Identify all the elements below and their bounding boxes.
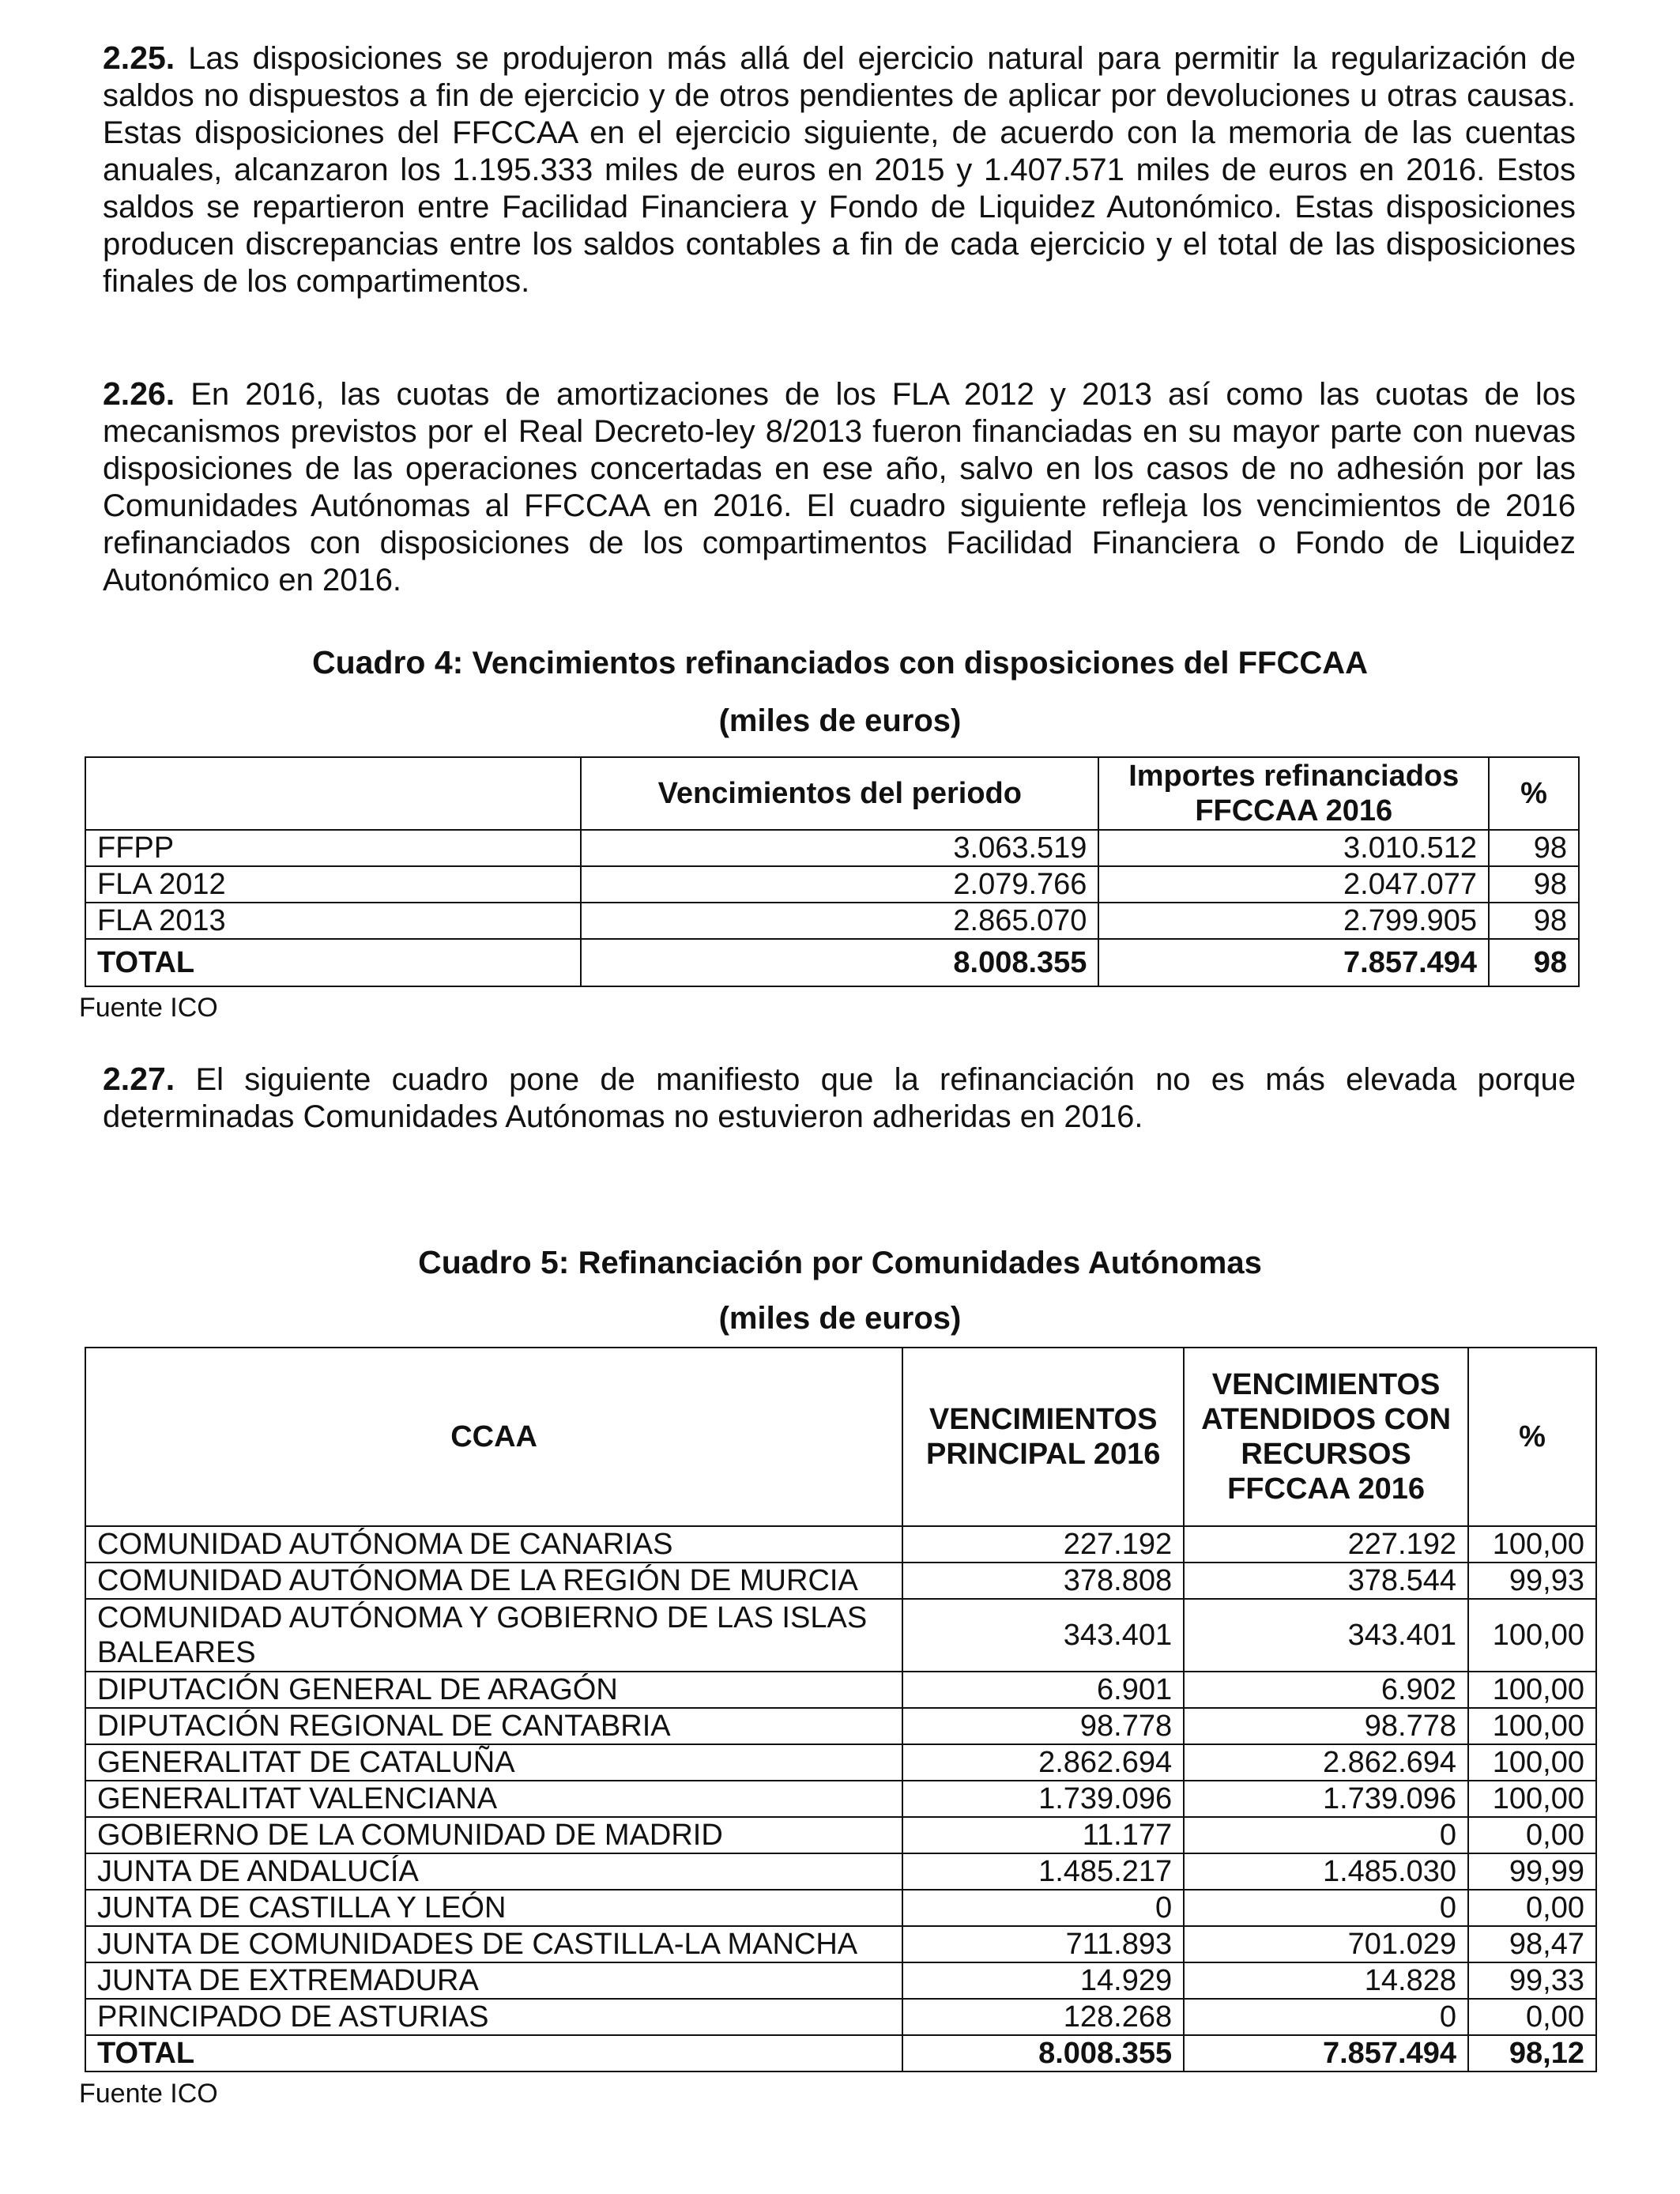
paragraph-2-25	[103, 40, 1576, 300]
table5-header-cell: VENCIMIENTOS ATENDIDOS CON RECURSOS FFCCAA 2016	[1184, 1348, 1468, 1526]
table-row	[85, 1708, 1596, 1744]
table-cell: 100,00	[1468, 1708, 1596, 1744]
table-cell: 3.063.519	[581, 830, 1098, 866]
table-cell: 99,93	[1468, 1563, 1596, 1599]
table-cell: 2.862.694	[1184, 1744, 1468, 1781]
table-row	[85, 1781, 1596, 1817]
table-cell: 98	[1489, 939, 1579, 986]
table-cell: 0	[1184, 1999, 1468, 2035]
table5-label: Cuadro 5:	[418, 1244, 570, 1280]
table-cell: 98	[1489, 830, 1579, 866]
table-cell: 711.893	[902, 1926, 1184, 1962]
table-cell: 98,47	[1468, 1926, 1596, 1962]
table4-header-cell: %	[1489, 757, 1579, 830]
table4	[85, 756, 1580, 987]
table-cell: 1.739.096	[902, 1781, 1184, 1817]
table-cell: FLA 2012	[85, 866, 581, 903]
table-cell: JUNTA DE COMUNIDADES DE CASTILLA-LA MANCHA	[85, 1926, 902, 1962]
table4-header-cell: Importes refinanciados FFCCAA 2016	[1098, 757, 1489, 830]
table-row	[85, 1563, 1596, 1599]
table-cell: 7.857.494	[1184, 2035, 1468, 2071]
table-cell: 227.192	[902, 1526, 1184, 1563]
table-row	[85, 1744, 1596, 1781]
table-cell: 1.485.030	[1184, 1853, 1468, 1890]
table-cell: PRINCIPADO DE ASTURIAS	[85, 1999, 902, 2035]
table-cell: COMUNIDAD AUTÓNOMA DE LA REGIÓN DE MURCIA	[85, 1563, 902, 1599]
table5-units: (miles de euros)	[718, 1301, 962, 1336]
table-row	[85, 866, 1579, 903]
table-cell: GENERALITAT VALENCIANA	[85, 1781, 902, 1817]
table-cell: 8.008.355	[902, 2035, 1184, 2071]
table-cell: 11.177	[902, 1817, 1184, 1853]
table5-total-row	[85, 2035, 1596, 2071]
table-cell: 100,00	[1468, 1781, 1596, 1817]
table-cell: 100,00	[1468, 1672, 1596, 1708]
table-cell: 2.799.905	[1098, 903, 1489, 939]
table-cell: 343.401	[1184, 1599, 1468, 1672]
table-cell: FLA 2013	[85, 903, 581, 939]
table-row	[85, 1890, 1596, 1926]
table-cell: 0	[902, 1890, 1184, 1926]
table4-header-cell	[85, 757, 581, 830]
table-cell: 343.401	[902, 1599, 1184, 1672]
table5-caption	[0, 1243, 1680, 1282]
table-cell: JUNTA DE CASTILLA Y LEÓN	[85, 1890, 902, 1926]
table-cell: JUNTA DE ANDALUCÍA	[85, 1853, 902, 1890]
paragraph-text: En 2016, las cuotas de amortizaciones de los FLA 2012 y 2013 así como las cuotas de los mecanismos previstos por el Real Decreto-ley 8/2013 fueron financiadas en su mayor parte con nuevas disposiciones de las operaciones concertadas en ese año, salvo en los casos de no adhesión por las Comunidades Autónomas al FFCCAA en 2016. El cuadro siguiente refleja los vencimientos de 2016 refinanciados con disposiciones de los compartimentos Facilidad Financiera o Fondo de Liquidez Autonómico en 2016.	[103, 377, 1576, 598]
table-row	[85, 1599, 1596, 1672]
table-cell: JUNTA DE EXTREMADURA	[85, 1962, 902, 1999]
table-cell: GENERALITAT DE CATALUÑA	[85, 1744, 902, 1781]
table4-total-row	[85, 939, 1579, 986]
table-cell: 98	[1489, 903, 1579, 939]
table-cell: 0,00	[1468, 1817, 1596, 1853]
table-cell: FFPP	[85, 830, 581, 866]
table-cell: COMUNIDAD AUTÓNOMA Y GOBIERNO DE LAS ISLAS BALEARES	[85, 1599, 902, 1672]
table5-header-cell: %	[1468, 1348, 1596, 1526]
table-cell: 1.485.217	[902, 1853, 1184, 1890]
table-cell: 100,00	[1468, 1744, 1596, 1781]
paragraph-text: El siguiente cuadro pone de manifiesto que la refinanciación no es más elevada porque determinadas Comunidades Autónomas no estuvieron adheridas en 2016.	[103, 1062, 1576, 1134]
table-cell: DIPUTACIÓN REGIONAL DE CANTABRIA	[85, 1708, 902, 1744]
table4-title: Vencimientos refinanciados con disposiciones del FFCCAA	[472, 646, 1369, 680]
table-cell: 8.008.355	[581, 939, 1098, 986]
table-cell: GOBIERNO DE LA COMUNIDAD DE MADRID	[85, 1817, 902, 1853]
table-cell: 227.192	[1184, 1526, 1468, 1563]
paragraph-number: 2.27.	[103, 1061, 175, 1097]
table5	[85, 1347, 1597, 2072]
table-cell: 6.901	[902, 1672, 1184, 1708]
table-cell: 98.778	[902, 1708, 1184, 1744]
paragraph-text: Las disposiciones se produjeron más allá del ejercicio natural para permitir la regularización de saldos no dispuestos a fin de ejercicio y de otros pendientes de aplicar por devoluciones u otras causas. Estas disposiciones del FFCCAA en el ejercicio siguiente, de acuerdo con la memoria de las cuentas anuales, alcanzaron los 1.195.333 miles de euros en 2015 y 1.407.571 miles de euros en 2016. Estos saldos se repartieron entre Facilidad Financiera y Fondo de Liquidez Autonómico. Estas disposiciones producen discrepancias entre los saldos contables a fin de cada ejercicio y el total de las disposiciones finales de los compartimentos.	[103, 41, 1576, 299]
table-row	[85, 1962, 1596, 1999]
table-cell: 100,00	[1468, 1599, 1596, 1672]
table-row	[85, 830, 1579, 866]
table-cell: 2.862.694	[902, 1744, 1184, 1781]
table-row	[85, 1853, 1596, 1890]
table5-header-cell: CCAA	[85, 1348, 902, 1526]
table-row	[85, 1526, 1596, 1563]
paragraph-number: 2.26.	[103, 375, 175, 412]
table4-units: (miles de euros)	[718, 703, 962, 738]
paragraph-2-26	[103, 375, 1576, 599]
table-cell: 99,33	[1468, 1962, 1596, 1999]
table-cell: 99,99	[1468, 1853, 1596, 1890]
table-row	[85, 903, 1579, 939]
table-cell: COMUNIDAD AUTÓNOMA DE CANARIAS	[85, 1526, 902, 1563]
table-cell: 98.778	[1184, 1708, 1468, 1744]
table4-label: Cuadro 4:	[311, 644, 464, 680]
table-cell: 98	[1489, 866, 1579, 903]
table-cell: 701.029	[1184, 1926, 1468, 1962]
table-cell: 128.268	[902, 1999, 1184, 2035]
table5-header-cell: VENCIMIENTOS PRINCIPAL 2016	[902, 1348, 1184, 1526]
table5-header-row	[85, 1348, 1596, 1526]
table5-source: Fuente ICO	[79, 2079, 218, 2109]
table-cell: 378.808	[902, 1563, 1184, 1599]
table-row	[85, 1672, 1596, 1708]
table-row	[85, 1926, 1596, 1962]
table-cell: 0,00	[1468, 1890, 1596, 1926]
table4-source: Fuente ICO	[79, 993, 218, 1023]
table-cell: 378.544	[1184, 1563, 1468, 1599]
table-cell: 3.010.512	[1098, 830, 1489, 866]
table-cell: DIPUTACIÓN GENERAL DE ARAGÓN	[85, 1672, 902, 1708]
table-cell: TOTAL	[85, 2035, 902, 2071]
table-cell: TOTAL	[85, 939, 581, 986]
table-cell: 14.828	[1184, 1962, 1468, 1999]
table-cell: 0,00	[1468, 1999, 1596, 2035]
table-row	[85, 1999, 1596, 2035]
table-cell: 98,12	[1468, 2035, 1596, 2071]
table-cell: 14.929	[902, 1962, 1184, 1999]
table-cell: 0	[1184, 1890, 1468, 1926]
table-cell: 7.857.494	[1098, 939, 1489, 986]
table-cell: 100,00	[1468, 1526, 1596, 1563]
table5-title: Refinanciación por Comunidades Autónomas	[578, 1246, 1262, 1280]
table-cell: 2.079.766	[581, 866, 1098, 903]
table-cell: 0	[1184, 1817, 1468, 1853]
table-cell: 1.739.096	[1184, 1781, 1468, 1817]
table4-header-row	[85, 757, 1579, 830]
paragraph-2-27	[103, 1061, 1576, 1136]
table4-header-cell: Vencimientos del periodo	[581, 757, 1098, 830]
table-cell: 2.865.070	[581, 903, 1098, 939]
paragraph-number: 2.25.	[103, 40, 175, 76]
table4-caption	[0, 643, 1680, 682]
table-row	[85, 1817, 1596, 1853]
table-cell: 2.047.077	[1098, 866, 1489, 903]
table-cell: 6.902	[1184, 1672, 1468, 1708]
